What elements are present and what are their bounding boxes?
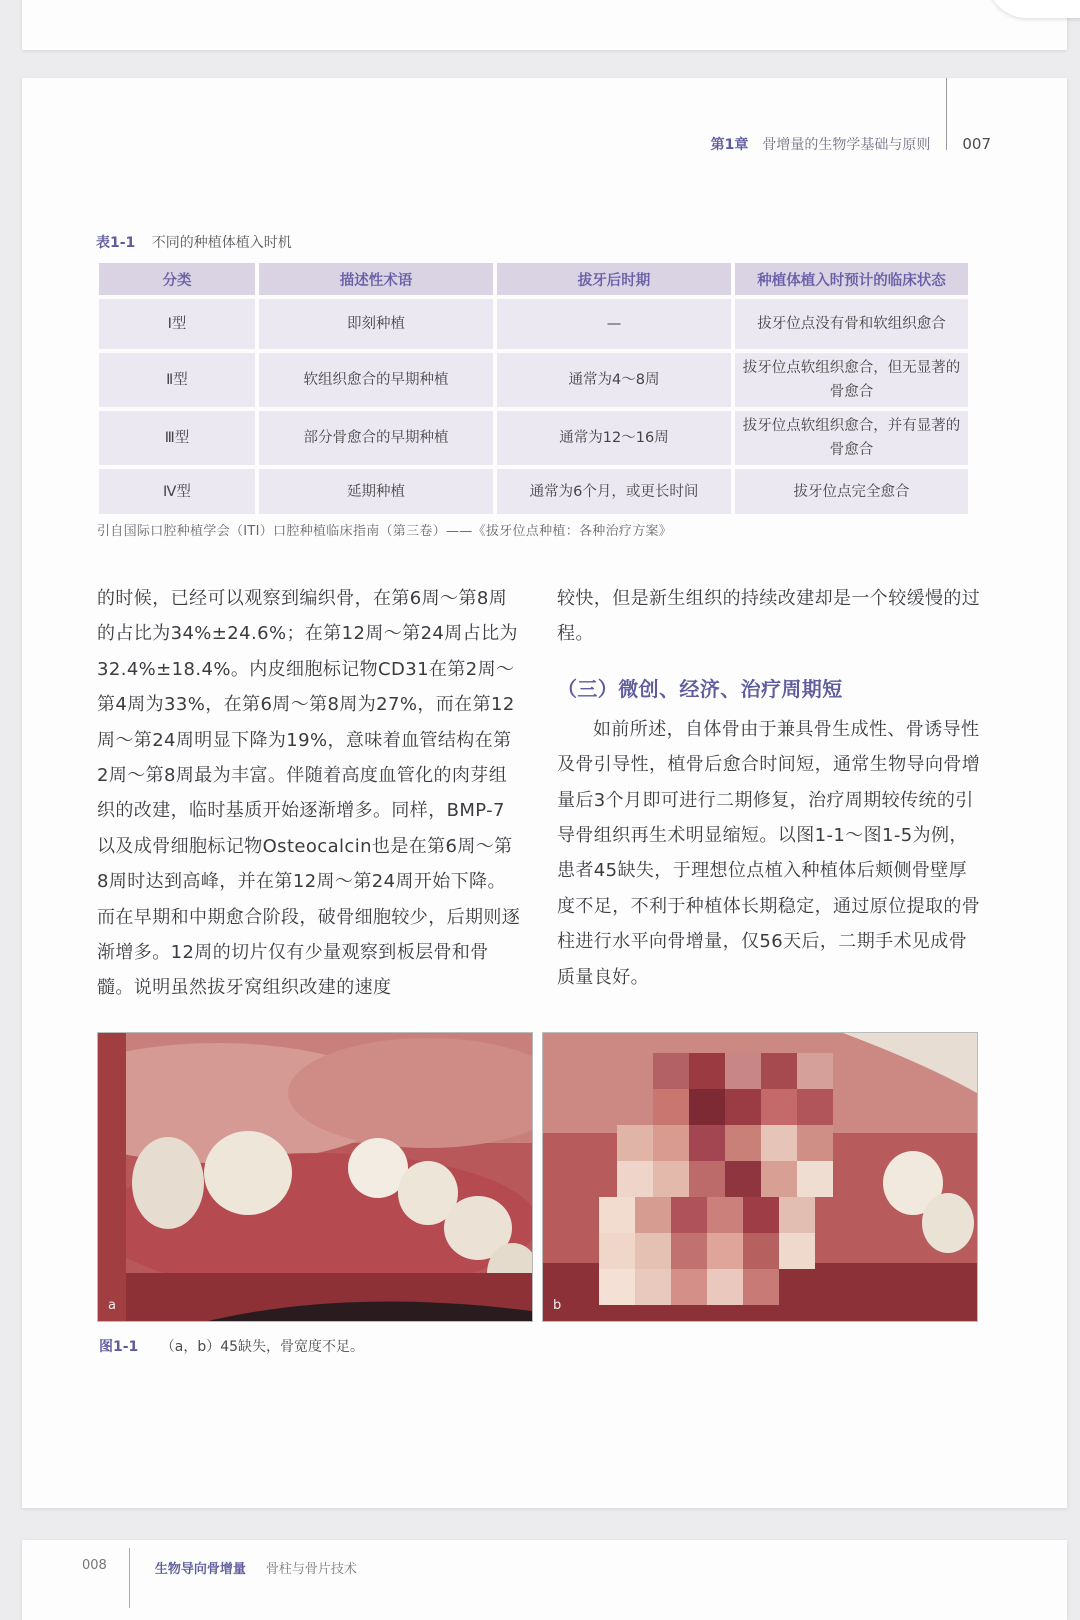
column-header: 种植体植入时预计的临床状态 (735, 263, 968, 295)
running-header (711, 134, 991, 154)
figure-caption (99, 1336, 364, 1356)
table-row (99, 353, 968, 407)
table-label: 表1-1 (96, 235, 136, 251)
previous-page-edge (22, 0, 1067, 50)
left-text-column (97, 581, 522, 1006)
table-cell: 通常为12～16周 (497, 411, 731, 465)
table-cell: 拔牙位点软组织愈合，并有显著的骨愈合 (735, 411, 968, 465)
table-cell: 即刻种植 (259, 299, 493, 349)
table-cell: Ⅳ型 (99, 469, 255, 514)
figure-caption-text: （a，b）45缺失，骨宽度不足。 (160, 1339, 365, 1355)
table-cell: Ⅱ型 (99, 353, 255, 407)
table-source-note: 引自国际口腔种植学会（ITI）口腔种植临床指南（第三卷）——《拔牙位点种植：各种治疗方案》 (97, 524, 673, 539)
table-cell: 通常为4～8周 (497, 353, 731, 407)
table-caption (96, 232, 292, 252)
chapter-title: 骨增量的生物学基础与原则 (762, 137, 931, 153)
table-cell: 通常为6个月，或更长时间 (497, 469, 731, 514)
table-cell: Ⅲ型 (99, 411, 255, 465)
menu-button[interactable] (987, 0, 1080, 18)
next-chapter-title: 骨柱与骨片技术 (265, 1562, 357, 1577)
column-header: 分类 (99, 263, 255, 295)
book-page (22, 78, 1067, 1508)
intraoral-photo-b (543, 1033, 977, 1321)
table-cell: 拔牙位点完全愈合 (735, 469, 968, 514)
table-cell: — (497, 299, 731, 349)
next-page-edge (22, 1540, 1067, 1620)
next-page-number: 008 (82, 1558, 107, 1573)
panel-tag: a (108, 1298, 116, 1313)
section-heading: （三）微创、经济、治疗周期短 (557, 676, 843, 701)
table-cell: 部分骨愈合的早期种植 (259, 411, 493, 465)
table-cell: Ⅰ型 (99, 299, 255, 349)
header-divider (129, 1548, 130, 1608)
header-divider (946, 78, 947, 150)
table-cell: 拔牙位点没有骨和软组织愈合 (735, 299, 968, 349)
table-header-row (99, 263, 968, 295)
table-row (99, 411, 968, 465)
table-row (99, 469, 968, 514)
column-header: 拔牙后时期 (497, 263, 731, 295)
body-paragraph: 的时候，已经可以观察到编织骨，在第6周～第8周的占比为34%±24.6%；在第12周～第24周占比为32.4%±18.4%。内皮细胞标记物CD31在第2周～第4周为33%，在第6周～第8周为27%，而在第12周～第24周明显下降为19%，意味着血管结构在第2周～第8周最为丰富。伴随着高度血管化的肉芽组织的改建，临时基质开始逐渐增多。同样，BMP-7以及成骨细胞标记物Osteocalcin也是在第6周～第8周时达到高峰，并在第12周～第24周开始下降。而在早期和中期愈合阶段，破骨细胞较少，后期则逐渐增多。12周的切片仅有少量观察到板层骨和骨髓。说明虽然拔牙窝组织改建的速度 (97, 588, 521, 999)
table-row (99, 299, 968, 349)
implant-timing-table (95, 259, 972, 518)
next-book-title: 生物导向骨增量 (154, 1562, 246, 1577)
panel-tag: b (553, 1298, 562, 1313)
table-cell: 软组织愈合的早期种植 (259, 353, 493, 407)
figure-label: 图1-1 (99, 1339, 139, 1355)
page-number: 007 (962, 135, 991, 153)
next-page-header (82, 1558, 357, 1577)
column-header: 描述性术语 (259, 263, 493, 295)
table-cell: 拔牙位点软组织愈合，但无显著的骨愈合 (735, 353, 968, 407)
intraoral-photo-a (98, 1033, 532, 1321)
chapter-label: 第1章 (710, 137, 749, 153)
right-text-column (557, 581, 982, 995)
body-paragraph: 如前所述，自体骨由于兼具骨生成性、骨诱导性及骨引导性，植骨后愈合时间短，通常生物导向骨增量后3个月即可进行二期修复，治疗周期较传统的引导骨组织再生术明显缩短。以图1-1～图1-5为例，患者45缺失，于理想位点植入种植体后颊侧骨壁厚度不足，不利于种植体长期稳定，通过原位提取的骨柱进行水平向骨增量，仅56天后，二期手术见成骨质量良好。 (557, 718, 981, 988)
table-cell: 延期种植 (259, 469, 493, 514)
table-title: 不同的种植体植入时机 (151, 235, 292, 251)
figure-panel-a (97, 1032, 533, 1322)
figure-panel-b (542, 1032, 978, 1322)
body-paragraph: 较快，但是新生组织的持续改建却是一个较缓慢的过程。 (557, 588, 981, 645)
